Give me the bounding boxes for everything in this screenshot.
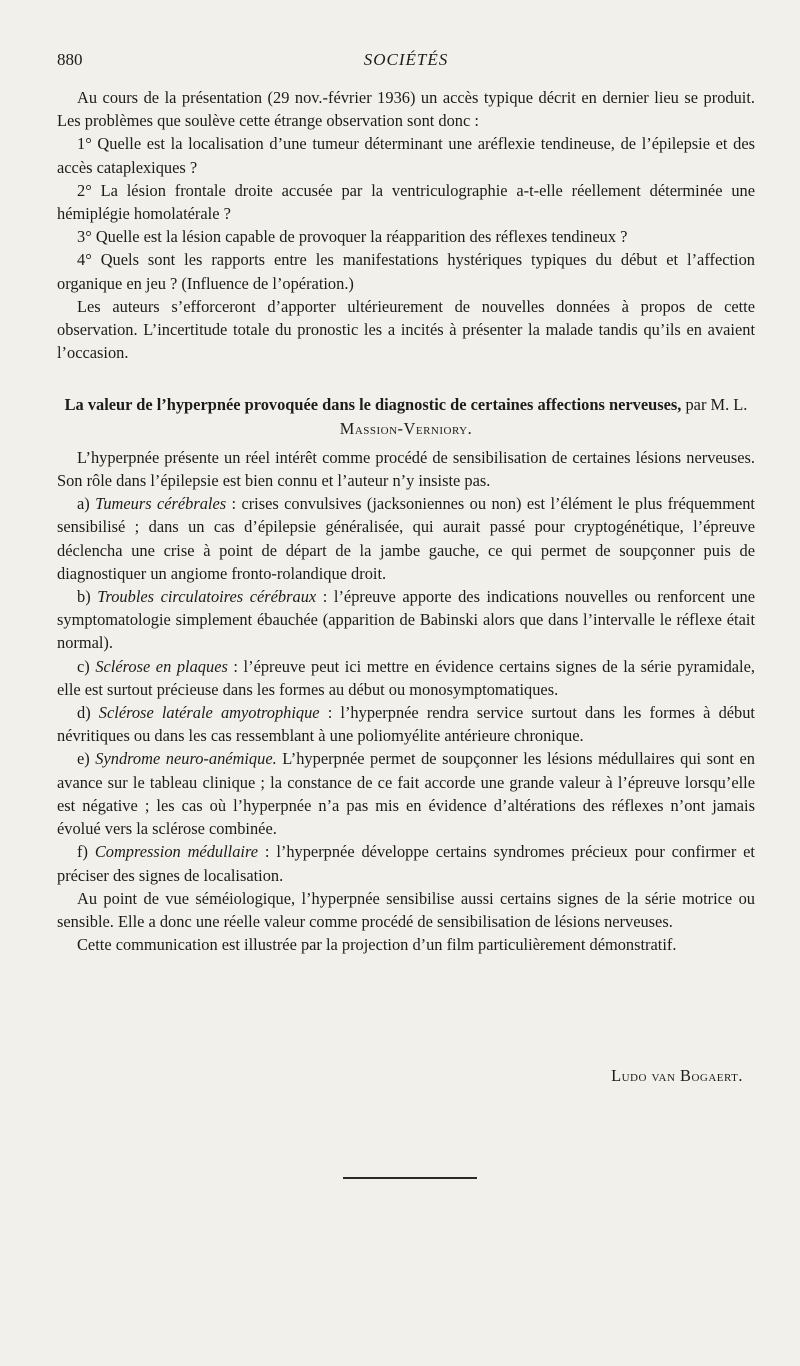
item-heading: Syndrome neuro-anémique. — [95, 749, 277, 769]
first-section — [57, 86, 755, 364]
question-4: 4° Quels sont les rapports entre les manifestations hystériques typiques du début et l’affection organique en jeu ? (Influence de l’opération.) — [57, 250, 755, 293]
intro-paragraph: L’hyperpnée présente un réel intérêt comme procédé de sensibilisation de certaines lésions nerveuses. Son rôle dans l’épilepsie est bien connu et l’auteur n’y insiste pas. — [57, 447, 755, 491]
section-divider — [343, 1177, 477, 1179]
question-1: 1° Quelle est la localisation d’une tumeur déterminant une aréflexie tendineuse, de l’épilepsie et des accès cataplexiques ? — [57, 134, 755, 177]
item-heading: Compression médullaire — [94, 842, 258, 862]
document-page — [57, 50, 755, 956]
page-number: 880 — [57, 50, 83, 69]
paragraph: Au cours de la présentation (29 nov.-février 1936) un accès typique décrit en dernier lieu se produit. Les problèmes que soulève cette étrange observation sont donc : — [57, 88, 755, 131]
list-item: a) Tumeurs cérébrales : crises convulsives (jacksoniennes ou non) est l’élément le plus fréquemment sensibilisé ; dans un cas d’épilepsie généralisée, qui aurait passé pour cryptogénétique, l’épreuve déclencha une crise à point de départ de la jambe gauche, ce qui permet de soupçonner puis de diagnostiquer un angiome fronto-rolandique droit. — [57, 494, 755, 583]
section-title — [57, 393, 755, 439]
list-item: f) Compression médullaire : l’hyperpnée développe certains syndromes précieux pour confirmer et préciser des signes de localisation. — [57, 842, 755, 885]
list-item: e) Syndrome neuro-anémique. L’hyperpnée permet de soupçonner les lésions médullaires qui sont en avance sur le tableau clinique ; la constance de ce fait accorde une grande valeur à l’épreuve lorsqu’elle est négative ; les cas où l’hyperpnée n’a pas mis en évidence d’altérations des réflexes n’ont jamais évolué vers la sclérose combinée. — [57, 749, 755, 839]
question-3: 3° Quelle est la lésion capable de provoquer la réapparition des réflexes tendineux ? — [77, 227, 628, 247]
page-header — [57, 50, 755, 80]
item-heading: Sclérose en plaques — [95, 656, 228, 676]
list-item: d) Sclérose latérale amyotrophique : l’hyperpnée rendra service surtout dans les formes à début névritiques ou dans les cas ressemblant à une poliomyélite antérieure chronique. — [57, 703, 755, 746]
question-2: 2° La lésion frontale droite accusée par la ventriculographie a-t-elle réellement déterminée une hémiplégie homolatérale ? — [57, 180, 755, 224]
closing-paragraph: Cette communication est illustrée par la projection d’un film particulièrement démonstratif. — [77, 935, 677, 955]
section-title-by: par M. L. — [685, 395, 748, 415]
item-heading: Tumeurs cérébrales — [95, 494, 227, 514]
item-heading: Sclérose latérale amyotrophique — [98, 703, 320, 723]
section-title-text: La valeur de l’hyperpnée provoquée dans le diagnostic de certaines affections nerveuses, — [64, 395, 682, 415]
author-signature: Ludo van Bogaert. — [611, 1066, 743, 1085]
second-section — [57, 446, 755, 956]
paragraph: Les auteurs s’efforceront d’apporter ultérieurement de nouvelles données à propos de cette observation. L’incertitude totale du pronostic les a incités à présenter la malade tandis qu’ils en avaient l’occasion. — [57, 296, 755, 363]
list-item: c) Sclérose en plaques : l’épreuve peut ici mettre en évidence certains signes de la série pyramidale, elle est surtout précieuse dans les formes au début ou monosymptomatiques. — [57, 656, 755, 699]
section-author: Massion-Verniory. — [339, 418, 473, 438]
running-head: SOCIÉTÉS — [363, 50, 449, 69]
item-heading: Troubles circulatoires cérébraux — [97, 587, 317, 607]
conclusion-paragraph: Au point de vue séméiologique, l’hyperpnée sensibilise aussi certains signes de la série motrice ou sensible. Elle a donc une réelle valeur comme procédé de sensibilisation de lésions nerveuses. — [57, 888, 755, 931]
list-item: b) Troubles circulatoires cérébraux : l’épreuve apporte des indications nouvelles ou renforcent une symptomatologie simplement ébauchée (apparition de Babinski alors que dans l’intervalle le réflexe était normal). — [57, 587, 755, 653]
